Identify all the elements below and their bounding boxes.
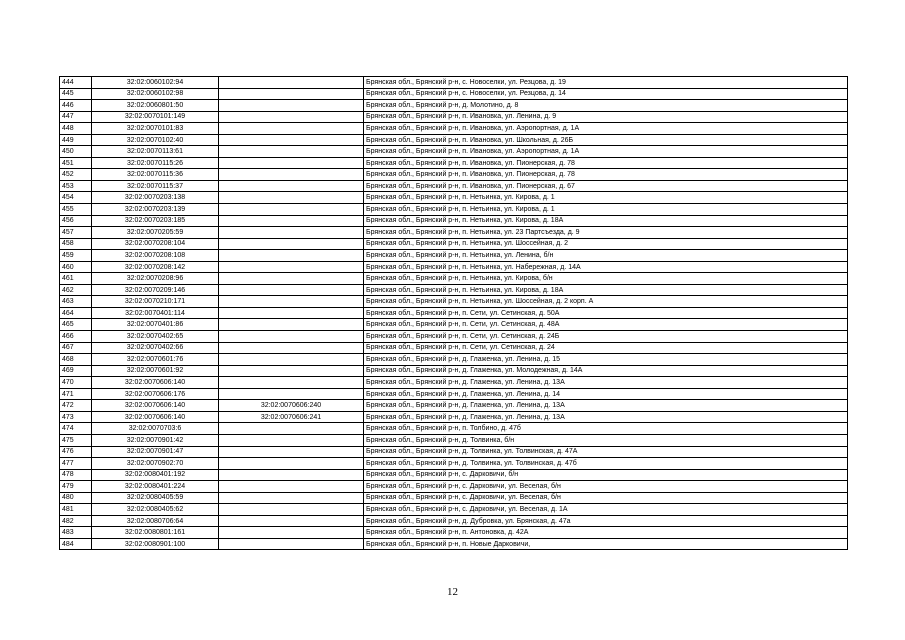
row-number-cell: 484: [60, 538, 92, 550]
table-row: [60, 411, 848, 423]
secondary-cadastral-number-cell: [219, 146, 364, 158]
address-cell: Брянская обл., Брянский р-н, п. Нетьинка, ул. Кирова, д. 18А: [364, 284, 848, 296]
table-row: [60, 400, 848, 412]
row-number-cell: 461: [60, 273, 92, 285]
row-number-cell: 448: [60, 123, 92, 135]
table-row: [60, 157, 848, 169]
address-cell: Брянская обл., Брянский р-н, п. Ивановка, ул. Пионерская, д. 78: [364, 157, 848, 169]
secondary-cadastral-number-cell: [219, 469, 364, 481]
table-row: [60, 538, 848, 550]
address-cell: Брянская обл., Брянский р-н, п. Нетьинка, ул. Ленина, б/н: [364, 250, 848, 262]
secondary-cadastral-number-cell: [219, 227, 364, 239]
table-row: [60, 88, 848, 100]
table-row: [60, 169, 848, 181]
address-cell: Брянская обл., Брянский р-н, с. Дарковичи, б/н: [364, 469, 848, 481]
address-cell: Брянская обл., Брянский р-н, с. Новоселки, ул. Резцова, д. 14: [364, 88, 848, 100]
secondary-cadastral-number-cell: [219, 492, 364, 504]
row-number-cell: 462: [60, 284, 92, 296]
table-row: [60, 134, 848, 146]
table-row: [60, 365, 848, 377]
cadastral-number-cell: 32:02:0060102:98: [92, 88, 219, 100]
row-number-cell: 460: [60, 261, 92, 273]
secondary-cadastral-number-cell: [219, 180, 364, 192]
table-row: [60, 284, 848, 296]
address-cell: Брянская обл., Брянский р-н, п. Нетьинка, ул. Кирова, д. 1: [364, 204, 848, 216]
secondary-cadastral-number-cell: [219, 284, 364, 296]
table-row: [60, 434, 848, 446]
row-number-cell: 458: [60, 238, 92, 250]
cadastral-number-cell: 32:02:0070902:70: [92, 458, 219, 470]
table-row: [60, 481, 848, 493]
secondary-cadastral-number-cell: [219, 123, 364, 135]
table-row: [60, 446, 848, 458]
secondary-cadastral-number-cell: [219, 481, 364, 493]
secondary-cadastral-number-cell: [219, 538, 364, 550]
address-cell: Брянская обл., Брянский р-н, п. Нетьинка, ул. Кирова, д. 18А: [364, 215, 848, 227]
address-cell: Брянская обл., Брянский р-н, д. Толвинка, ул. Толвинская, д. 47А: [364, 446, 848, 458]
secondary-cadastral-number-cell: [219, 261, 364, 273]
table-row: [60, 100, 848, 112]
cadastral-number-cell: 32:02:0070209:146: [92, 284, 219, 296]
row-number-cell: 481: [60, 504, 92, 516]
secondary-cadastral-number-cell: [219, 307, 364, 319]
secondary-cadastral-number-cell: [219, 504, 364, 516]
table-row: [60, 227, 848, 239]
table-row: [60, 250, 848, 262]
address-cell: Брянская обл., Брянский р-н, п. Нетьинка, ул. Кирова, б/н: [364, 273, 848, 285]
table-row: [60, 77, 848, 89]
secondary-cadastral-number-cell: [219, 331, 364, 343]
cadastral-number-cell: 32:02:0070402:65: [92, 331, 219, 343]
row-number-cell: 480: [60, 492, 92, 504]
secondary-cadastral-number-cell: [219, 88, 364, 100]
cadastral-number-cell: 32:02:0070402:66: [92, 342, 219, 354]
cadastral-number-cell: 32:02:0080405:62: [92, 504, 219, 516]
table-row: [60, 192, 848, 204]
address-cell: Брянская обл., Брянский р-н, п. Сети, ул. Сетинская, д. 24: [364, 342, 848, 354]
row-number-cell: 478: [60, 469, 92, 481]
cadastral-number-cell: 32:02:0070115:37: [92, 180, 219, 192]
row-number-cell: 444: [60, 77, 92, 89]
cadastral-number-cell: 32:02:0070601:76: [92, 354, 219, 366]
address-cell: Брянская обл., Брянский р-н, п. Толбино, д. 47б: [364, 423, 848, 435]
cadastral-number-cell: 32:02:0070210:171: [92, 296, 219, 308]
secondary-cadastral-number-cell: [219, 77, 364, 89]
address-cell: Брянская обл., Брянский р-н, п. Ивановка, ул. Школьная, д. 26Б: [364, 134, 848, 146]
address-cell: Брянская обл., Брянский р-н, п. Нетьинка, ул. 23 Партсъезда, д. 9: [364, 227, 848, 239]
cadastral-number-cell: 32:02:0070208:142: [92, 261, 219, 273]
cadastral-number-cell: 32:02:0070208:108: [92, 250, 219, 262]
address-cell: Брянская обл., Брянский р-н, с. Дарковичи, ул. Веселая, б/н: [364, 481, 848, 493]
address-cell: Брянская обл., Брянский р-н, п. Сети, ул. Сетинская, д. 48А: [364, 319, 848, 331]
table-row: [60, 504, 848, 516]
cadastral-number-cell: 32:02:0070601:92: [92, 365, 219, 377]
address-cell: Брянская обл., Брянский р-н, п. Нетьинка, ул. Набережная, д. 14А: [364, 261, 848, 273]
row-number-cell: 483: [60, 527, 92, 539]
row-number-cell: 471: [60, 388, 92, 400]
address-cell: Брянская обл., Брянский р-н, с. Дарковичи, ул. Веселая, б/н: [364, 492, 848, 504]
cadastral-number-cell: 32:02:0080801:161: [92, 527, 219, 539]
cadastral-number-cell: 32:02:0070101:83: [92, 123, 219, 135]
secondary-cadastral-number-cell: [219, 157, 364, 169]
secondary-cadastral-number-cell: [219, 215, 364, 227]
secondary-cadastral-number-cell: [219, 458, 364, 470]
address-cell: Брянская обл., Брянский р-н, п. Нетьинка, ул. Шоссейная, д. 2: [364, 238, 848, 250]
table-row: [60, 180, 848, 192]
row-number-cell: 453: [60, 180, 92, 192]
secondary-cadastral-number-cell: [219, 446, 364, 458]
table-row: [60, 123, 848, 135]
cadastral-number-cell: 32:02:0070606:140: [92, 377, 219, 389]
address-cell: Брянская обл., Брянский р-н, п. Нетьинка, ул. Кирова, д. 1: [364, 192, 848, 204]
row-number-cell: 474: [60, 423, 92, 435]
address-cell: Брянская обл., Брянский р-н, д. Глаженка, ул. Ленина, д. 13А: [364, 411, 848, 423]
table-row: [60, 331, 848, 343]
table-row: [60, 111, 848, 123]
cadastral-number-cell: 32:02:0070115:36: [92, 169, 219, 181]
cadastral-number-cell: 32:02:0070401:114: [92, 307, 219, 319]
table-row: [60, 377, 848, 389]
row-number-cell: 468: [60, 354, 92, 366]
secondary-cadastral-number-cell: [219, 111, 364, 123]
row-number-cell: 455: [60, 204, 92, 216]
address-cell: Брянская обл., Брянский р-н, д. Глаженка, ул. Ленина, д. 13А: [364, 400, 848, 412]
table-row: [60, 354, 848, 366]
secondary-cadastral-number-cell: [219, 250, 364, 262]
cadastral-number-cell: 32:02:0080901:100: [92, 538, 219, 550]
cadastral-number-cell: 32:02:0080405:59: [92, 492, 219, 504]
row-number-cell: 482: [60, 515, 92, 527]
property-register-table: [59, 76, 848, 550]
secondary-cadastral-number-cell: [219, 273, 364, 285]
row-number-cell: 454: [60, 192, 92, 204]
secondary-cadastral-number-cell: [219, 100, 364, 112]
secondary-cadastral-number-cell: [219, 238, 364, 250]
cadastral-number-cell: 32:02:0070102:40: [92, 134, 219, 146]
table-row: [60, 515, 848, 527]
cadastral-number-cell: 32:02:0070401:86: [92, 319, 219, 331]
cadastral-number-cell: 32:02:0070208:96: [92, 273, 219, 285]
address-cell: Брянская обл., Брянский р-н, п. Ивановка, ул. Аэропортная, д. 1А: [364, 146, 848, 158]
secondary-cadastral-number-cell: [219, 354, 364, 366]
address-cell: Брянская обл., Брянский р-н, п. Сети, ул. Сетинская, д. 50А: [364, 307, 848, 319]
row-number-cell: 445: [60, 88, 92, 100]
row-number-cell: 449: [60, 134, 92, 146]
secondary-cadastral-number-cell: [219, 377, 364, 389]
address-cell: Брянская обл., Брянский р-н, п. Ивановка, ул. Ленина, д. 9: [364, 111, 848, 123]
secondary-cadastral-number-cell: [219, 169, 364, 181]
table-row: [60, 492, 848, 504]
row-number-cell: 475: [60, 434, 92, 446]
table-body: [60, 77, 848, 550]
cadastral-number-cell: 32:02:0070203:138: [92, 192, 219, 204]
row-number-cell: 450: [60, 146, 92, 158]
table-row: [60, 273, 848, 285]
secondary-cadastral-number-cell: [219, 423, 364, 435]
address-cell: Брянская обл., Брянский р-н, с. Новоселки, ул. Резцова, д. 19: [364, 77, 848, 89]
table-row: [60, 307, 848, 319]
row-number-cell: 466: [60, 331, 92, 343]
secondary-cadastral-number-cell: [219, 515, 364, 527]
table-row: [60, 215, 848, 227]
secondary-cadastral-number-cell: [219, 192, 364, 204]
cadastral-number-cell: 32:02:0070606:176: [92, 388, 219, 400]
address-cell: Брянская обл., Брянский р-н, п. Сети, ул. Сетинская, д. 24Б: [364, 331, 848, 343]
address-cell: Брянская обл., Брянский р-н, д. Дубровка, ул. Брянская, д. 47а: [364, 515, 848, 527]
row-number-cell: 452: [60, 169, 92, 181]
row-number-cell: 477: [60, 458, 92, 470]
secondary-cadastral-number-cell: [219, 388, 364, 400]
row-number-cell: 446: [60, 100, 92, 112]
address-cell: Брянская обл., Брянский р-н, п. Ивановка, ул. Пионерская, д. 78: [364, 169, 848, 181]
row-number-cell: 447: [60, 111, 92, 123]
address-cell: Брянская обл., Брянский р-н, с. Дарковичи, ул. Веселая, д. 1А: [364, 504, 848, 516]
table-row: [60, 261, 848, 273]
secondary-cadastral-number-cell: 32:02:0070606:240: [219, 400, 364, 412]
secondary-cadastral-number-cell: [219, 204, 364, 216]
address-cell: Брянская обл., Брянский р-н, п. Антоновка, д. 42А: [364, 527, 848, 539]
secondary-cadastral-number-cell: [219, 319, 364, 331]
cadastral-number-cell: 32:02:0070208:104: [92, 238, 219, 250]
cadastral-number-cell: 32:02:0070901:47: [92, 446, 219, 458]
cadastral-number-cell: 32:02:0070113:61: [92, 146, 219, 158]
table-row: [60, 469, 848, 481]
row-number-cell: 451: [60, 157, 92, 169]
cadastral-number-cell: 32:02:0070606:140: [92, 411, 219, 423]
row-number-cell: 463: [60, 296, 92, 308]
address-cell: Брянская обл., Брянский р-н, д. Глаженка, ул. Ленина, д. 13А: [364, 377, 848, 389]
address-cell: Брянская обл., Брянский р-н, д. Глаженка, ул. Ленина, д. 14: [364, 388, 848, 400]
cadastral-number-cell: 32:02:0080706:64: [92, 515, 219, 527]
address-cell: Брянская обл., Брянский р-н, п. Ивановка, ул. Аэропортная, д. 1А: [364, 123, 848, 135]
cadastral-number-cell: 32:02:0060801:50: [92, 100, 219, 112]
table-row: [60, 238, 848, 250]
table-row: [60, 527, 848, 539]
secondary-cadastral-number-cell: [219, 134, 364, 146]
cadastral-number-cell: 32:02:0070203:185: [92, 215, 219, 227]
row-number-cell: 472: [60, 400, 92, 412]
secondary-cadastral-number-cell: [219, 527, 364, 539]
table-row: [60, 388, 848, 400]
table-row: [60, 423, 848, 435]
cadastral-number-cell: 32:02:0070205:59: [92, 227, 219, 239]
address-cell: Брянская обл., Брянский р-н, д. Глаженка, ул. Молодежная, д. 14А: [364, 365, 848, 377]
cadastral-number-cell: 32:02:0070203:139: [92, 204, 219, 216]
row-number-cell: 465: [60, 319, 92, 331]
row-number-cell: 457: [60, 227, 92, 239]
cadastral-number-cell: 32:02:0070115:26: [92, 157, 219, 169]
cadastral-number-cell: 32:02:0070703:6: [92, 423, 219, 435]
row-number-cell: 456: [60, 215, 92, 227]
cadastral-number-cell: 32:02:0070606:140: [92, 400, 219, 412]
address-cell: Брянская обл., Брянский р-н, п. Нетьинка, ул. Шоссейная, д. 2 корп. А: [364, 296, 848, 308]
table-row: [60, 342, 848, 354]
address-cell: Брянская обл., Брянский р-н, п. Ивановка, ул. Пионерская, д. 67: [364, 180, 848, 192]
page-number: 12: [447, 586, 458, 598]
cadastral-number-cell: 32:02:0070901:42: [92, 434, 219, 446]
row-number-cell: 473: [60, 411, 92, 423]
secondary-cadastral-number-cell: [219, 296, 364, 308]
table-row: [60, 204, 848, 216]
address-cell: Брянская обл., Брянский р-н, д. Толвинка, б/н: [364, 434, 848, 446]
table-row: [60, 296, 848, 308]
row-number-cell: 479: [60, 481, 92, 493]
row-number-cell: 464: [60, 307, 92, 319]
address-cell: Брянская обл., Брянский р-н, д. Толвинка, ул. Толвинская, д. 47б: [364, 458, 848, 470]
row-number-cell: 467: [60, 342, 92, 354]
cadastral-number-cell: 32:02:0080401:224: [92, 481, 219, 493]
address-cell: Брянская обл., Брянский р-н, д. Глаженка, ул. Ленина, д. 15: [364, 354, 848, 366]
cadastral-number-cell: 32:02:0080401:192: [92, 469, 219, 481]
address-cell: Брянская обл., Брянский р-н, д. Молотино, д. 8: [364, 100, 848, 112]
cadastral-number-cell: 32:02:0060102:94: [92, 77, 219, 89]
row-number-cell: 470: [60, 377, 92, 389]
address-cell: Брянская обл., Брянский р-н, п. Новые Дарковичи,: [364, 538, 848, 550]
secondary-cadastral-number-cell: [219, 342, 364, 354]
secondary-cadastral-number-cell: 32:02:0070606:241: [219, 411, 364, 423]
row-number-cell: 469: [60, 365, 92, 377]
table-row: [60, 319, 848, 331]
secondary-cadastral-number-cell: [219, 365, 364, 377]
row-number-cell: 476: [60, 446, 92, 458]
row-number-cell: 459: [60, 250, 92, 262]
table-row: [60, 146, 848, 158]
secondary-cadastral-number-cell: [219, 434, 364, 446]
cadastral-number-cell: 32:02:0070101:149: [92, 111, 219, 123]
table-row: [60, 458, 848, 470]
